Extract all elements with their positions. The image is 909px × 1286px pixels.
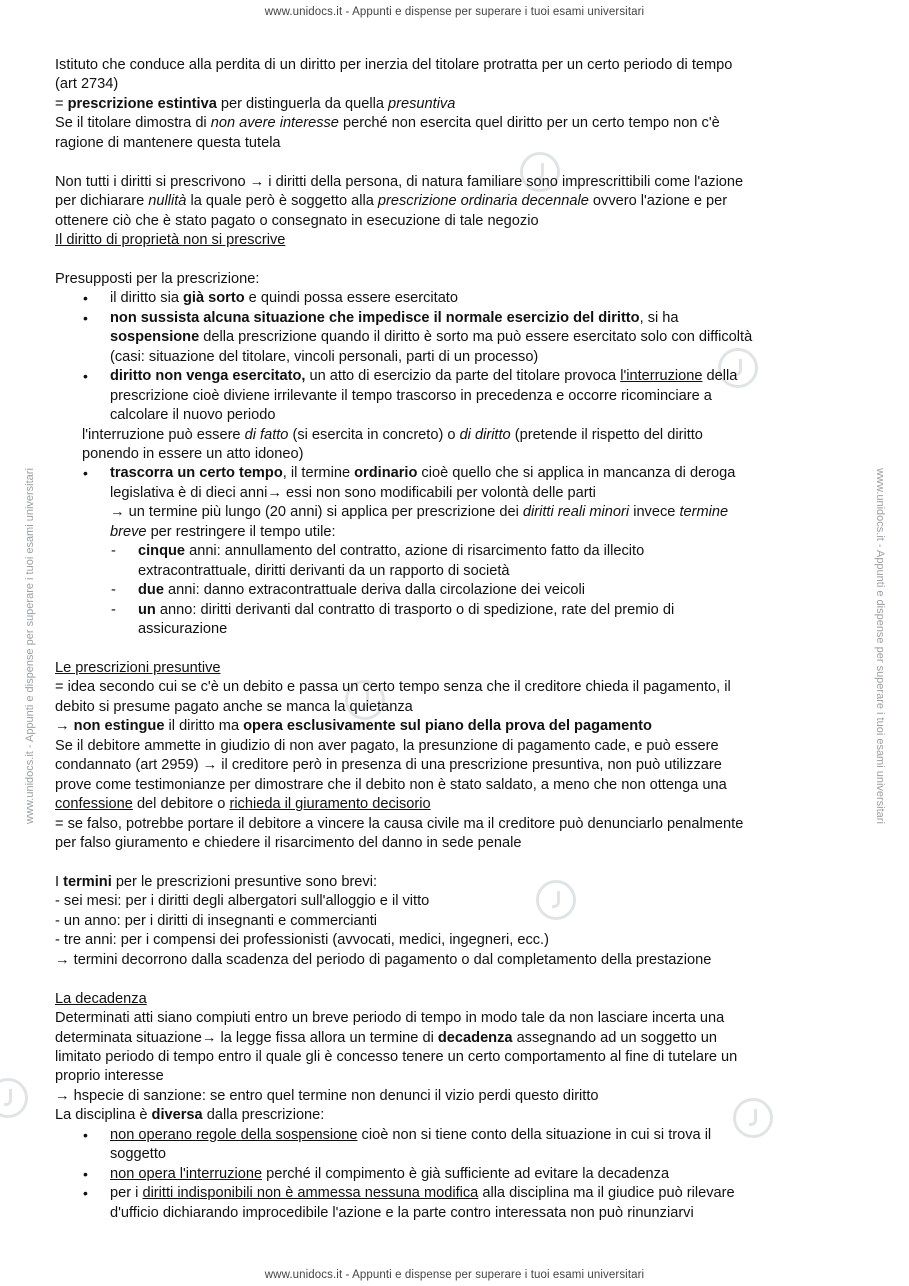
intro-paragraph — [55, 56, 855, 153]
text-line: Determinati atti siano compiuti entro un breve periodo di tempo in modo tale da non lasciare incerta una — [55, 1010, 725, 1027]
text-line: = idea secondo cui se c'è un debito e passa un certo tempo senza che il creditore chieda il pagamento, il — [55, 679, 731, 696]
text-line: = se falso, potrebbe portare il debitore a vincere la causa civile ma il creditore può denunciarlo penalmente — [55, 815, 744, 832]
list-item: - cinque anni: annullamento del contratto, azione di risarcimento fatto da illecito extracontrattuale, diritti derivanti da un rapporto di società — [55, 542, 855, 581]
text-line: Non tutti i diritti si prescrivono → i diritti della persona, di natura familiare sono imprescrittibili come l'azione — [55, 173, 744, 190]
text-line: - un anno: per i diritti di insegnanti e commercianti — [55, 912, 378, 929]
decadenza-list — [55, 1126, 855, 1223]
list-item: • trascorra un certo tempo, il termine ordinario cioè quello che si applica in mancanza di deroga legislativa è di dieci anni→ essi non sono modificabili per volontà delle parti → un termine più lungo (20 anni) si applica per prescrizione dei diritti reali minori invece termine breve per restringere il tempo utile: — [55, 464, 855, 542]
text-line: per dichiarare nullità la quale però è soggetto alla prescrizione ordinaria decennale ovvero l'azione e per — [55, 193, 728, 210]
list-item: • non sussista alcuna situazione che impedisce il normale esercizio del diritto, si ha sospensione della prescrizione quando il diritto è sorto ma può essere esercitato solo con difficoltà (casi: situazione del titolare, vincoli personali, parti di un processo) — [55, 309, 855, 367]
text-line: → non estingue il diritto ma opera esclusivamente sul piano della prova del pagamento — [55, 718, 652, 735]
text-line: ponendo in essere un atto idoneo) — [82, 446, 304, 463]
section-title: La decadenza — [55, 990, 147, 1007]
side-watermark-left: www.unidocs.it - Appunti e dispense per superare i tuoi esami universitari — [24, 468, 36, 824]
page-footer: www.unidocs.it - Appunti e dispense per superare i tuoi esami universitari — [264, 1269, 645, 1281]
text-line: - tre anni: per i compensi dei professionisti (avvocati, medici, ingegneri, ecc.) — [55, 932, 549, 949]
text-line: Se il debitore ammette in giudizio di non aver pagato, la presunzione di pagamento cade, e può essere — [55, 737, 719, 754]
text-line: I termini per le prescrizioni presuntive sono brevi: — [55, 873, 378, 890]
text-line: condannato (art 2959) → il creditore però in presenza di una prescrizione presuntiva, non può utilizzare — [55, 757, 722, 774]
text-line: debito si presume pagato anche se manca la quietanza — [55, 698, 413, 715]
prescrizioni-presuntive-section — [55, 659, 855, 854]
side-watermark-right: www.unidocs.it - Appunti e dispense per superare i tuoi esami universitari — [874, 468, 886, 824]
text-line: l'interruzione può essere di fatto (si esercita in concreto) o di diritto (pretende il rispetto del diritto — [82, 426, 703, 443]
text-line: La disciplina è diversa dalla prescrizione: — [55, 1107, 325, 1124]
page-header: www.unidocs.it - Appunti e dispense per superare i tuoi esami universitari — [264, 6, 645, 18]
text-line: - sei mesi: per i diritti degli albergatori sull'alloggio e il vitto — [55, 893, 430, 910]
text-line: determinata situazione→ la legge fissa allora un termine di decadenza assegnando ad un soggetto un — [55, 1029, 717, 1046]
decadenza-section — [55, 990, 855, 1223]
section-title: Le prescrizioni presuntive — [55, 660, 221, 676]
list-item: - due anni: danno extracontrattuale deriva dalla circolazione dei veicoli — [55, 581, 855, 600]
text-line: confessione del debitore o richieda il giuramento decisorio — [55, 796, 431, 813]
imprescrittibili-paragraph — [55, 173, 855, 251]
text-line: ottenere ciò che è stato pagato o consegnato in esecuzione di tale negozio — [55, 212, 539, 229]
list-item: - un anno: diritti derivanti dal contratto di trasporto o di spedizione, rate del premio di assicurazione — [55, 601, 855, 640]
text-line: Se il titolare dimostra di non avere interesse perché non esercita quel diritto per un certo tempo non c'è — [55, 115, 720, 132]
text-line: Il diritto di proprietà non si prescrive — [55, 232, 286, 249]
text-line: per falso giuramento e chiedere il risarcimento del danno in sede penale — [55, 835, 522, 852]
termini-section — [55, 873, 855, 970]
text-line: prove come testimonianze per dimostrare che il debito non è stato saldato, a meno che non ottenga una — [55, 776, 727, 793]
text-line: proprio interesse — [55, 1068, 164, 1085]
presupposti-section — [55, 270, 855, 640]
text-line: = prescrizione estintiva per distinguerla da quella presuntiva — [55, 95, 456, 112]
section-intro: Presupposti per la prescrizione: — [55, 270, 260, 287]
presupposti-list — [55, 289, 855, 425]
list-item: • non opera l'interruzione perché il compimento è già sufficiente ad evitare la decadenza — [55, 1165, 855, 1184]
text-line: (art 2734) — [55, 76, 119, 93]
text-line: Istituto che conduce alla perdita di un diritto per inerzia del titolare protratta per un certo periodo di tempo — [55, 57, 733, 73]
text-line: ragione di mantenere questa tutela — [55, 134, 281, 151]
list-item: • per i diritti indisponibili non è ammessa nessuna modifica alla disciplina ma il giudice può rilevare d'ufficio dichiarando improcedibile l'azione e la parte contro interessata non può rinunziarvi — [55, 1184, 855, 1223]
list-item: • diritto non venga esercitato, un atto di esercizio da parte del titolare provoca l'interruzione della prescrizione cioè diviene irrilevante il tempo trascorso in precedenza e occorre ricominciare a calcolare il nuovo periodo — [55, 367, 855, 425]
text-line: → termini decorrono dalla scadenza del periodo di pagamento o dal completamento della prestazione — [55, 951, 712, 968]
list-item: • non operano regole della sospensione cioè non si tiene conto della situazione in cui si trova il soggetto — [55, 1126, 855, 1165]
text-line: limitato periodo di tempo entro il quale gli è concesso tenere un certo comportamento al fine di tutelare un — [55, 1049, 738, 1066]
document-body — [55, 56, 855, 1223]
text-line: → hspecie di sanzione: se entro quel termine non denunci il vizio perdi questo diritto — [55, 1087, 599, 1104]
list-item: • il diritto sia già sorto e quindi possa essere esercitato — [55, 289, 855, 308]
termini-brevi-list — [55, 542, 855, 639]
presupposti-list-cont — [55, 464, 855, 542]
